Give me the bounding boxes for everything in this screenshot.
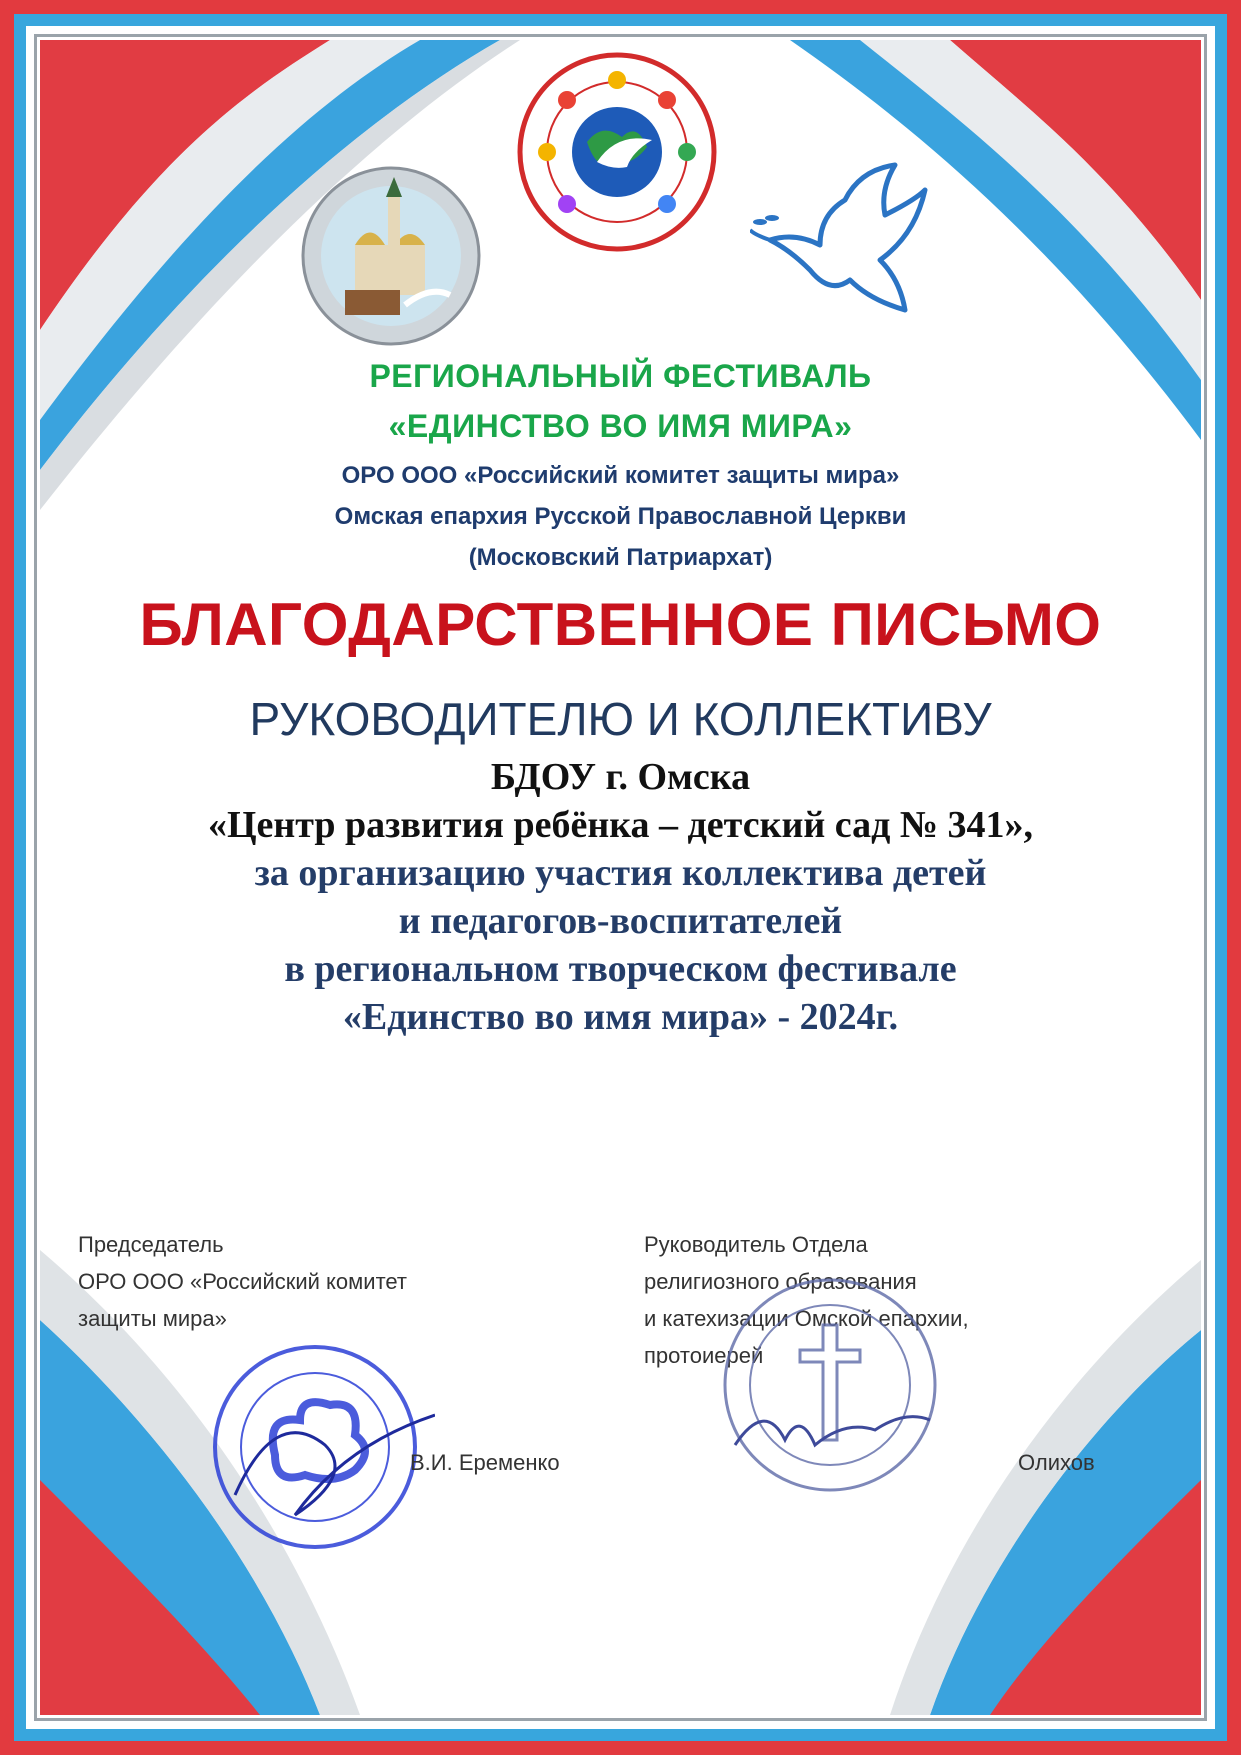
stamp-left [195, 1335, 435, 1550]
sig-right-line: протоиерей [644, 1343, 764, 1368]
cathedral-emblem [300, 165, 482, 347]
org-patriarchate: (Московский Патриархат) [468, 544, 773, 571]
signature-right-name: Олихов [1018, 1450, 1095, 1475]
reason-line-1: за организацию участия коллектива детей [254, 852, 987, 894]
sig-left-line: Председатель [78, 1232, 224, 1257]
signature-left-name: В.И. Еременко [410, 1450, 560, 1475]
sig-left-line: защиты мира» [78, 1306, 227, 1331]
sig-right-line: и катехизации Омской епархии, [644, 1306, 969, 1331]
org-eparchy: Омская епархия Русской Православной Церкви [334, 503, 907, 530]
reason-line-3: в региональном творческом фестивале [284, 948, 957, 990]
festival-name: «ЕДИНСТВО ВО ИМЯ МИРА» [388, 408, 853, 444]
org-peace-committee: ОРО ООО «Российский комитет защиты мира» [341, 462, 900, 489]
reason-line-4: «Единство во имя мира» - 2024г. [342, 996, 899, 1038]
signature-left-title [78, 1226, 407, 1337]
recipient-heading: РУКОВОДИТЕЛЮ И КОЛЛЕКТИВУ [249, 693, 992, 745]
sig-right-line: религиозного образования [644, 1269, 917, 1294]
institution-line1: БДОУ г. Омска [490, 756, 751, 798]
institution-line2: «Центр развития ребёнка – детский сад № 341», [207, 804, 1034, 846]
stamp-right-cross [715, 1270, 945, 1500]
festival-label: РЕГИОНАЛЬНЫЙ ФЕСТИВАЛЬ [369, 358, 872, 394]
sig-left-line: ОРО ООО «Российский комитет [78, 1269, 407, 1294]
page-title: БЛАГОДАРСТВЕННОЕ ПИСЬМО [139, 591, 1102, 658]
globe-dove-emblem [517, 52, 717, 252]
sig-right-line: Руководитель Отдела [644, 1232, 868, 1257]
dove-icon [750, 160, 935, 340]
reason-line-2: и педагогов-воспитателей [398, 900, 843, 942]
